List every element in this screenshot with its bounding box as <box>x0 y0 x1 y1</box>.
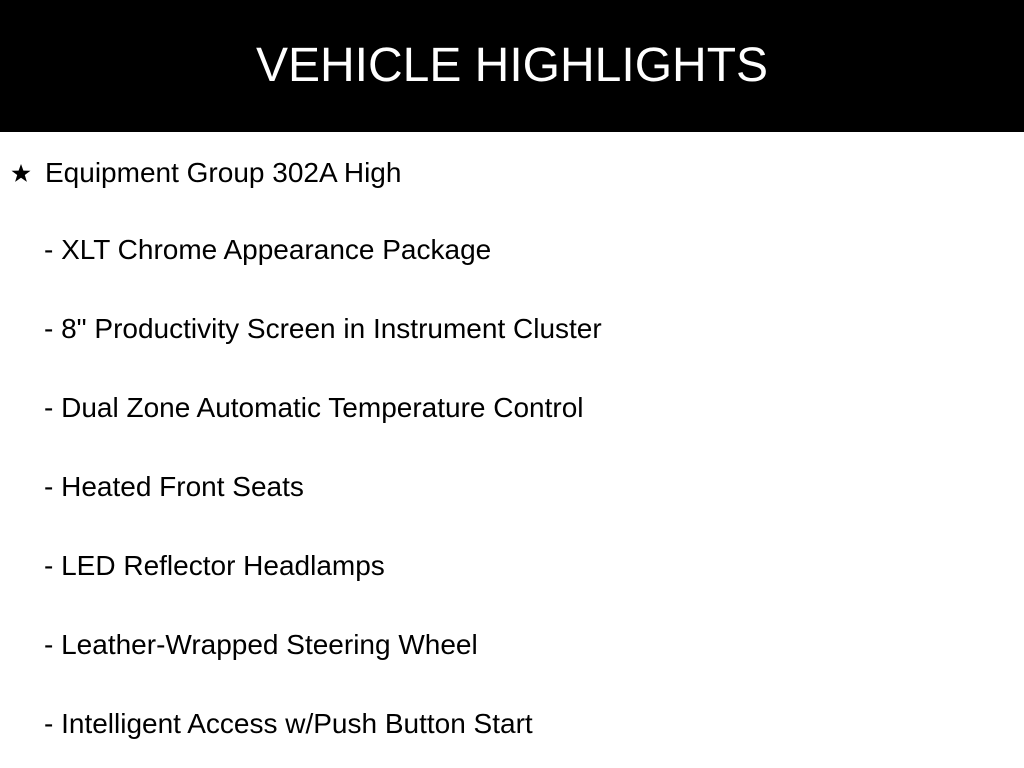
feature-item: - Leather-Wrapped Steering Wheel <box>44 629 478 660</box>
page-title: VEHICLE HIGHLIGHTS <box>255 39 769 92</box>
headline-text: Equipment Group 302A High <box>45 157 402 188</box>
page-header <box>0 0 1024 132</box>
feature-item: - LED Reflector Headlamps <box>44 550 385 581</box>
feature-item: - Heated Front Seats <box>44 471 304 502</box>
equipment-group-headline <box>10 156 401 190</box>
highlights-content <box>0 132 1024 768</box>
star-icon <box>10 162 32 184</box>
feature-item: - 8" Productivity Screen in Instrument Cluster <box>44 313 602 344</box>
feature-item: - Dual Zone Automatic Temperature Control <box>44 392 584 423</box>
feature-item: - Intelligent Access w/Push Button Start <box>44 708 533 739</box>
feature-item: - XLT Chrome Appearance Package <box>44 234 492 265</box>
